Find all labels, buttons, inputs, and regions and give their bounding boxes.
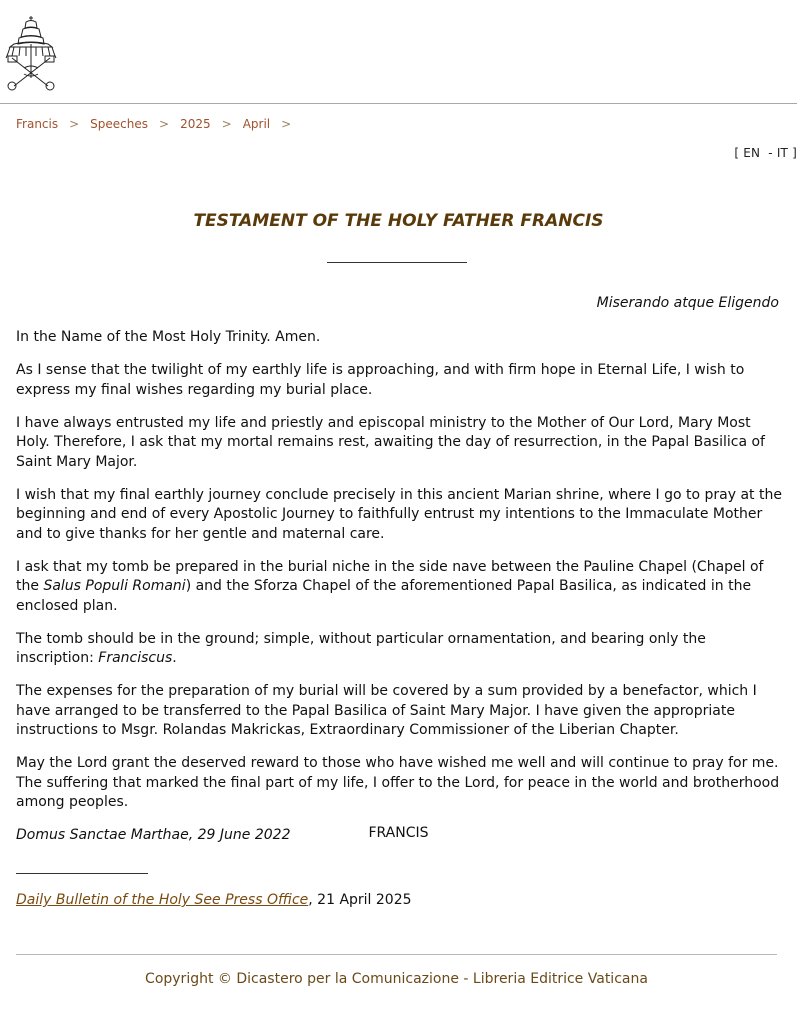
breadcrumb-separator: >	[159, 117, 170, 131]
header	[0, 0, 800, 104]
paragraph-tomb-location-text-b: ) and the Sforza Chapel of the aforementioned Papal Basilica, as indicated in the enclosed plan.	[16, 578, 752, 614]
papal-keys-emblem-icon[interactable]	[4, 14, 58, 92]
page-title: TESTAMENT OF THE HOLY FATHER FRANCIS	[193, 211, 604, 231]
breadcrumb-separator: >	[221, 117, 232, 131]
title-divider	[327, 262, 467, 263]
paragraph-tomb-description-text-a: The tomb should be in the ground; simple, without particular ornamentation, and bearing only the inscription:	[16, 630, 706, 666]
paragraph-final-wishes: As I sense that the twilight of my earthly life is approaching, and with firm hope in Eternal Life, I wish to express my final wishes regarding my burial place.	[16, 362, 745, 398]
paragraph-tomb-description	[16, 630, 786, 669]
language-en-link[interactable]: EN	[743, 146, 761, 160]
breadcrumb-separator: >	[69, 117, 80, 131]
language-bracket-close: ]	[792, 146, 797, 160]
paragraph-marian-shrine: I wish that my final earthly journey conclude precisely in this ancient Marian shrine, where I go to pray at the beginning and end of every Apostolic Journey to faithfully entrust my intentions to the Immaculate Mother and to give thanks for her gentle and maternal care.	[16, 486, 782, 542]
document-body	[16, 328, 786, 859]
bulletin-date: , 21 April 2025	[308, 892, 412, 908]
breadcrumb-separator: >	[281, 117, 292, 131]
paragraph-invocation: In the Name of the Most Holy Trinity. Amen.	[16, 329, 321, 345]
language-bracket-open: [	[734, 146, 740, 160]
breadcrumb-april[interactable]: April	[242, 117, 271, 131]
paragraph-entrustment: I have always entrusted my life and priestly and episcopal ministry to the Mother of Our Lord, Mary Most Holy. Therefore, I ask that my mortal remains rest, awaiting the day of resurrection, in the Papal Basilica of Saint Mary Major.	[16, 414, 765, 470]
language-it-link[interactable]: IT	[776, 146, 789, 160]
paragraph-tomb-description-text-b: .	[172, 650, 177, 666]
place-and-date: Domus Sanctae Marthae, 29 June 2022	[16, 827, 291, 843]
footnote-divider	[16, 873, 148, 874]
header-divider	[0, 103, 797, 104]
daily-bulletin-link[interactable]: Daily Bulletin of the Holy See Press Office	[16, 892, 309, 908]
paragraph-tomb-location-text-a: I ask that my tomb be prepared in the burial niche in the side nave between the Pauline Chapel (Chapel of the	[16, 558, 764, 594]
language-dash: -	[768, 146, 773, 160]
paragraph-closing-prayer: May the Lord grant the deserved reward to those who have wished me well and will continue to pray for me. The suffering that marked the final part of my life, I offer to the Lord, for peace in the world and brotherhood among peoples.	[16, 755, 780, 810]
breadcrumb-speeches[interactable]: Speeches	[90, 117, 149, 131]
copyright-notice: Copyright © Dicastero per la Comunicazione - Libreria Editrice Vaticana	[145, 971, 648, 987]
footer-divider	[16, 954, 777, 955]
language-switcher	[734, 146, 797, 160]
franciscus-inscription-text: Franciscus	[98, 650, 173, 666]
paragraph-tomb-location	[16, 558, 786, 617]
breadcrumb-francis[interactable]: Francis	[16, 117, 59, 131]
source-note	[16, 892, 412, 908]
signature: FRANCIS	[368, 825, 429, 841]
papal-motto: Miserando atque Eligendo	[596, 295, 779, 311]
salus-populi-romani-text: Salus Populi Romani	[43, 578, 186, 594]
breadcrumb	[16, 117, 302, 131]
paragraph-expenses: The expenses for the preparation of my burial will be covered by a sum provided by a benefactor, which I have arranged to be transferred to the Papal Basilica of Saint Mary Major. I have given the appropriate instructions to Msgr. Rolandas Makrickas, Extraordinary Commissioner of the Liberian Chapter.	[16, 683, 757, 738]
breadcrumb-2025[interactable]: 2025	[180, 117, 211, 131]
